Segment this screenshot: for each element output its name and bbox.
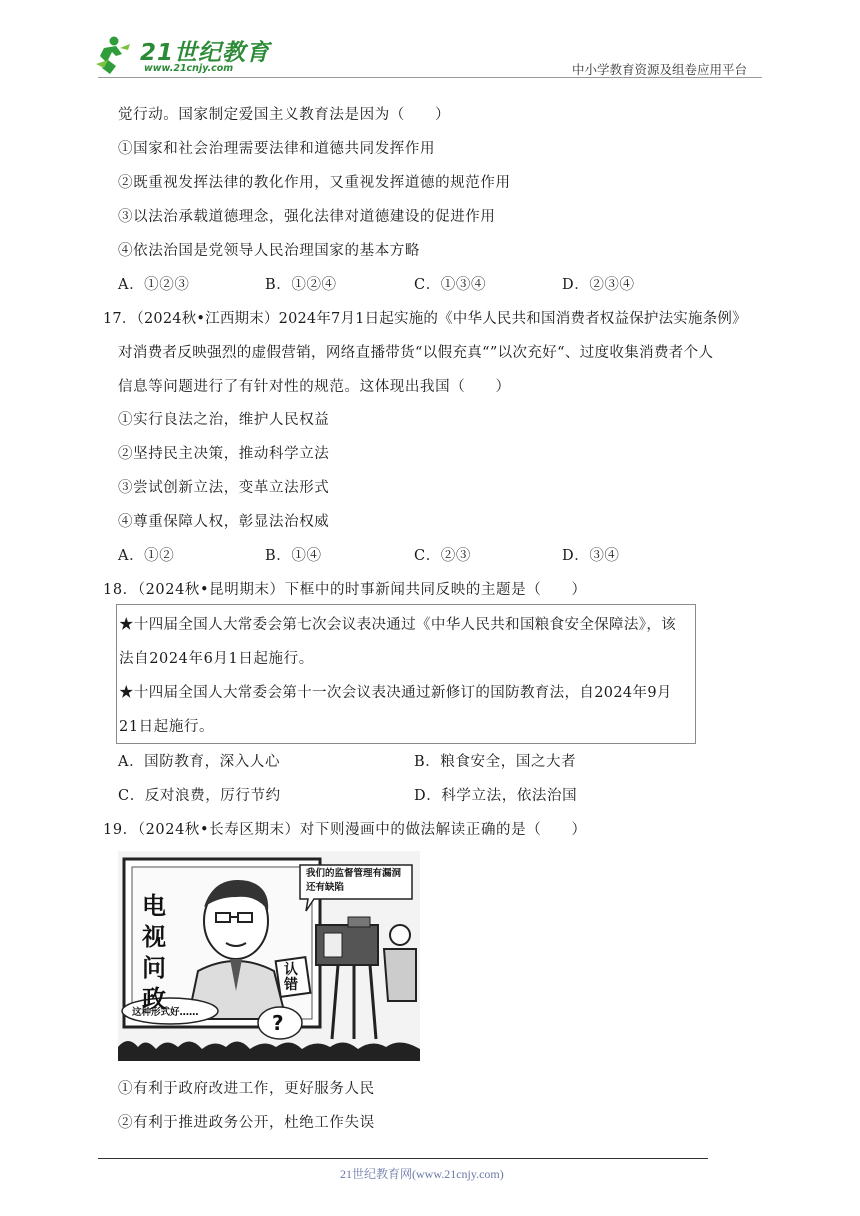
logo-sub-text: www.21cnjy.com [144,63,234,74]
q16-option-a[interactable]: A．①②③ [118,277,190,293]
footer-divider [98,1158,708,1159]
news-box [116,604,696,744]
q19-statement-2: ②有利于推进政务公开，杜绝工作失误 [118,1115,375,1131]
q16-statement-3: ③以法治承载道德理念，强化法律对道德建设的促进作用 [118,209,496,225]
q18-option-b[interactable]: B．粮食安全，国之大者 [414,754,577,770]
q17-stem-line-2: 对消费者反映强烈的虚假营销，网络直播带货“以假充真“”以次充好“、过度收集消费者个人 [118,345,714,361]
tv-label: 电视问政 [142,892,166,1013]
logo-main-text: 21世纪教育 [140,40,271,66]
q18-stem: 18．（2024秋•昆明期末）下框中的时事新闻共同反映的主题是（ ） [103,582,587,598]
q16-statement-4: ④依法治国是党领导人民治理国家的基本方略 [118,243,420,259]
q16-option-c[interactable]: C．①③④ [414,277,487,293]
footer-link[interactable]: 21世纪教育网(www.21cnjy.com) [340,1167,504,1181]
header-divider [98,77,762,78]
q16-stem-tail: 觉行动。国家制定爱国主义教育法是因为（ ） [118,107,451,123]
q16-statement-2: ②既重视发挥法律的教化作用，又重视发挥道德的规范作用 [118,175,511,191]
q19-statement-1: ①有利于政府改进工作，更好服务人民 [118,1081,375,1097]
q16-option-d[interactable]: D．②③④ [562,277,635,293]
q17-statement-3: ③尝试创新立法，变革立法形式 [118,480,330,496]
q17-statement-4: ④尊重保障人权，彰显法治权威 [118,514,330,530]
news-line-3: ★十四届全国人大常委会第十一次会议表决通过新修订的国防教育法，自2024年9月 [119,685,672,701]
news-line-1: ★十四届全国人大常委会第七次会议表决通过《中华人民共和国粮食安全保障法》，该 [119,617,677,633]
q17-option-c[interactable]: C．②③ [414,548,471,564]
official-speech-bubble: 我们的监督管理有漏洞还有缺陷 [306,868,402,893]
q16-statement-1: ①国家和社会治理需要法律和道德共同发挥作用 [118,141,436,157]
header-tagline: 中小学教育资源及组卷应用平台 [572,62,748,77]
q17-stem-line-1: 17．（2024秋•江西期末）2024年7月1日起实施的《中华人民共和国消费者权益保护法实施条例》 [103,311,747,327]
question-mark-bubble: ? [272,1011,284,1035]
q18-option-c[interactable]: C．反对浪费，厉行节约 [118,788,281,804]
q17-option-d[interactable]: D．③④ [562,548,620,564]
site-logo[interactable] [94,34,271,76]
q16-option-b[interactable]: B．①②④ [265,277,337,293]
apology-sign: 认错 [284,962,298,993]
news-line-4: 21日起施行。 [119,719,215,735]
q18-option-d[interactable]: D．科学立法，依法治国 [414,788,578,804]
q17-statement-1: ①实行良法之治，维护人民权益 [118,412,330,428]
audience-speech-bubble: 这种形式好…… [132,1007,199,1018]
cartoon-image [118,851,420,1061]
news-line-2: 法自2024年6月1日起施行。 [119,651,314,667]
q17-statement-2: ②坚持民主决策，推动科学立法 [118,446,330,462]
q17-stem-line-3: 信息等问题进行了有针对性的规范。这体现出我国（ ） [118,379,511,395]
q17-option-b[interactable]: B．①④ [265,548,322,564]
q17-option-a[interactable]: A．①② [118,548,175,564]
q19-stem: 19．（2024秋•长寿区期末）对下则漫画中的做法解读正确的是（ ） [103,822,587,838]
q18-option-a[interactable]: A．国防教育，深入人心 [118,754,281,770]
